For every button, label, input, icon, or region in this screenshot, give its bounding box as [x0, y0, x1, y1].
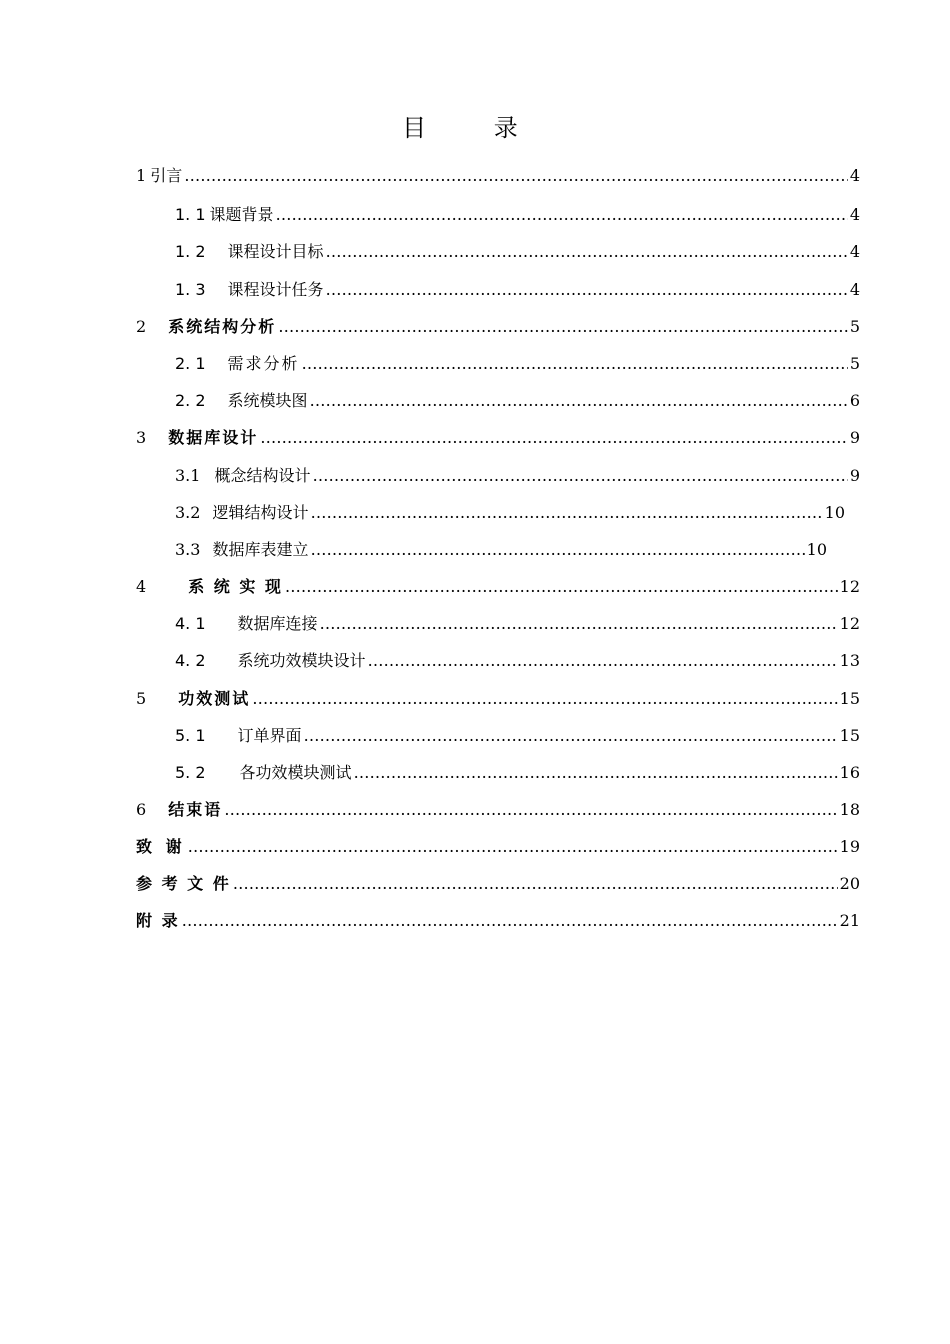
toc-entry[interactable]: [175, 760, 860, 786]
entry-number: 1. 3: [175, 280, 206, 299]
entry-page-number: 10: [824, 503, 845, 522]
dot-leader: [252, 686, 837, 712]
dot-leader: [310, 537, 804, 563]
toc-entry[interactable]: [136, 686, 860, 712]
toc-entry[interactable]: [136, 908, 860, 934]
entry-title: 致 谢: [136, 837, 186, 856]
dot-leader: [326, 277, 848, 303]
entry-page-number: 21: [839, 911, 860, 930]
entry-title: 系统功效模块设计: [237, 651, 366, 670]
dot-leader: [368, 648, 838, 674]
dot-leader: [233, 871, 838, 897]
entry-page-number: 4: [849, 242, 860, 261]
dot-leader: [302, 351, 848, 377]
entry-number: 4: [136, 577, 147, 596]
dot-leader: [276, 202, 848, 228]
entry-page-number: 4: [849, 280, 860, 299]
entry-title: 系统结构分析: [168, 317, 277, 336]
dot-leader: [310, 388, 848, 414]
toc-entry[interactable]: [136, 425, 860, 451]
entry-number: 4. 2: [175, 651, 206, 670]
entry-number: 1. 2: [175, 242, 206, 261]
toc-entry[interactable]: [136, 163, 860, 189]
entry-page-number: 19: [839, 837, 860, 856]
entry-page-number: 12: [839, 577, 860, 596]
toc-entry[interactable]: [175, 648, 860, 674]
toc-entry[interactable]: [175, 277, 860, 303]
entry-title: 数据库表建立: [212, 540, 309, 559]
dot-leader: [310, 500, 822, 526]
entry-title: 引言: [150, 166, 183, 185]
entry-page-number: 9: [849, 428, 860, 447]
entry-number: 1: [136, 166, 147, 185]
entry-page-number: 20: [839, 874, 860, 893]
entry-page-number: 10: [806, 540, 827, 559]
dot-leader: [320, 611, 838, 637]
entry-title: 需求分析: [227, 354, 300, 373]
entry-title: 系统模块图: [227, 391, 308, 410]
dot-leader: [184, 163, 848, 189]
entry-title: 订单界面: [237, 726, 302, 745]
entry-page-number: 6: [849, 391, 860, 410]
toc-entry[interactable]: [175, 202, 860, 228]
entry-number: 3.1: [175, 466, 201, 485]
entry-number: 3: [136, 428, 147, 447]
entry-title: 课题背景: [209, 205, 274, 224]
toc-entry[interactable]: [175, 500, 845, 526]
dot-leader: [182, 908, 838, 934]
entry-page-number: 18: [839, 800, 860, 819]
entry-number: 2. 1: [175, 354, 206, 373]
dot-leader: [260, 425, 848, 451]
entry-title: 逻辑结构设计: [212, 503, 309, 522]
dot-leader: [285, 574, 838, 600]
entry-number: 5. 2: [175, 763, 206, 782]
dot-leader: [312, 463, 847, 489]
entry-number: 2. 2: [175, 391, 206, 410]
dot-leader: [188, 834, 838, 860]
entry-title: 数据库设计: [168, 428, 259, 447]
entry-page-number: 5: [849, 317, 860, 336]
toc-entry[interactable]: [136, 574, 860, 600]
toc-entry[interactable]: [136, 797, 860, 823]
entry-number: 4. 1: [175, 614, 206, 633]
entry-page-number: 12: [839, 614, 860, 633]
entry-number: 2: [136, 317, 147, 336]
entry-title: 数据库连接: [237, 614, 318, 633]
entry-number: 5. 1: [175, 726, 206, 745]
page-title: 目 录: [402, 114, 548, 142]
entry-page-number: 9: [849, 466, 860, 485]
toc-entry[interactable]: [175, 537, 827, 563]
entry-title: 参 考 文 件: [136, 874, 231, 893]
toc-entry[interactable]: [136, 834, 860, 860]
entry-title: 各功效模块测试: [239, 763, 352, 782]
toc-entry[interactable]: [175, 723, 860, 749]
toc-entry[interactable]: [175, 239, 860, 265]
entry-page-number: 4: [849, 166, 860, 185]
entry-number: 1. 1: [175, 205, 206, 224]
entry-page-number: 16: [839, 763, 860, 782]
entry-number: 3.2: [175, 503, 201, 522]
toc-entry[interactable]: [175, 463, 860, 489]
dot-leader: [326, 239, 848, 265]
toc-entry[interactable]: [136, 314, 860, 340]
entry-page-number: 5: [849, 354, 860, 373]
entry-title: 系 统 实 现: [188, 577, 283, 596]
entry-number: 3.3: [175, 540, 201, 559]
toc-entry[interactable]: [136, 871, 860, 897]
dot-leader: [304, 723, 838, 749]
entry-title: 课程设计任务: [227, 280, 324, 299]
dot-leader: [354, 760, 838, 786]
entry-page-number: 4: [849, 205, 860, 224]
entry-number: 6: [136, 800, 147, 819]
entry-title: 功效测试: [178, 689, 251, 708]
entry-title: 概念结构设计: [214, 466, 311, 485]
entry-title: 结束语: [168, 800, 223, 819]
entry-number: 5: [136, 689, 147, 708]
toc-entry[interactable]: [175, 388, 860, 414]
entry-page-number: 15: [839, 726, 860, 745]
entry-title: 课程设计目标: [227, 242, 324, 261]
dot-leader: [224, 797, 837, 823]
toc-entry[interactable]: [175, 611, 860, 637]
dot-leader: [278, 314, 848, 340]
entry-page-number: 13: [839, 651, 860, 670]
entry-page-number: 15: [839, 689, 860, 708]
toc-entry[interactable]: [175, 351, 860, 377]
entry-title: 附 录: [136, 911, 180, 930]
